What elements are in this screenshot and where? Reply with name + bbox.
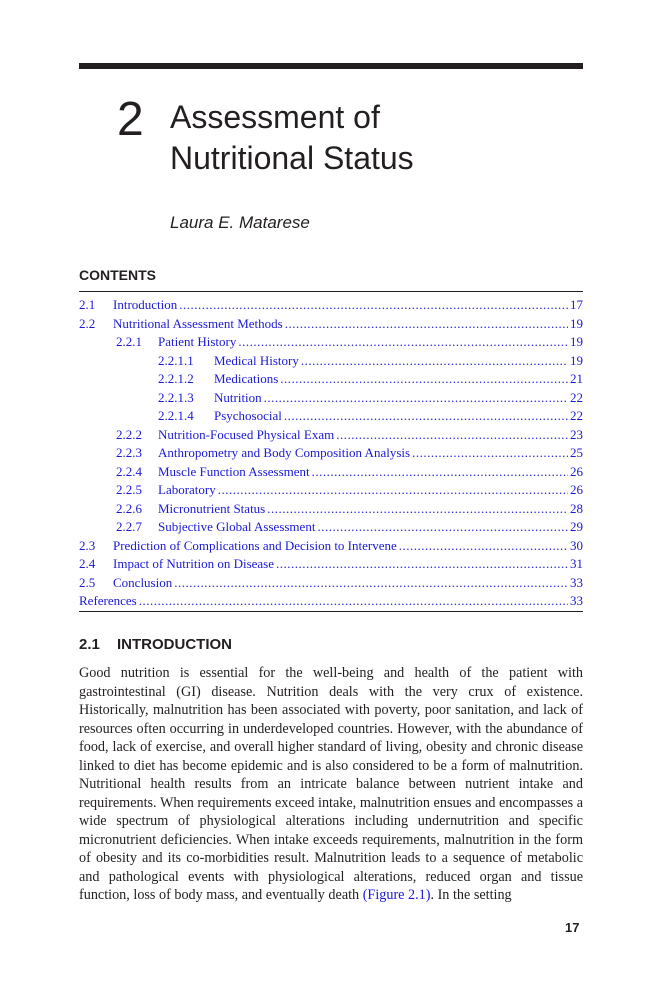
toc-entry[interactable]	[79, 537, 583, 556]
toc-entry-number: 2.2.6	[116, 500, 142, 516]
toc-dot-leader	[267, 500, 568, 519]
toc-entry-page: 29	[570, 519, 583, 534]
toc-entry-number: 2.2	[79, 315, 96, 331]
toc-entry-page: 28	[570, 500, 583, 516]
toc-entry-number: 2.2.4	[116, 463, 142, 479]
paragraph-text: Good nutrition is essential for the well-being and health of the patient with gastrointestinal (GI) disease. Nutrition deals with the very crux of existence. Historically, malnutrition has been associated with poverty, poor sanitation, and lack of resources often occurring in underdeveloped countries. However, with the abundance of food, lack of exercise, and overall higher standard of living, obesity and chronic disease linked to diet has become epidemic and is also considered to be a form of malnutrition. Nutritional health results from an intricate balance between nutrient intake and requirements. When requirements exceed intake, malnutrition ensues and encompasses a wide spectrum of physiological alterations including undernutrition and specific micronutrient deficiencies. When intake exceeds requirements, malnutrition in the form of obesity and its co-morbidities result. Malnutrition leads to a sequence of metabolic and pathological events with physiological alterations, reduced organ and tissue function, loss of body mass, and eventually death	[79, 665, 583, 903]
toc-dot-leader	[280, 370, 568, 389]
toc-entry[interactable]	[79, 592, 583, 611]
toc-entry-page: 21	[570, 371, 583, 386]
toc-entry[interactable]	[79, 333, 583, 352]
toc-entry[interactable]	[79, 407, 583, 426]
toc-dot-leader	[412, 444, 568, 463]
toc-entry[interactable]	[79, 315, 583, 334]
toc-entry-number: 2.2.7	[116, 519, 142, 534]
toc-entry-title: Psychosocial	[214, 408, 282, 423]
toc-entry[interactable]	[79, 389, 583, 408]
toc-entry-title: Patient History	[158, 334, 237, 349]
figure-reference-link[interactable]: (Figure 2.1)	[362, 887, 431, 903]
toc-entry-number: 2.2.1.2	[158, 371, 194, 386]
toc-dot-leader	[336, 426, 568, 445]
contents-top-rule	[79, 291, 583, 292]
contents-bottom-rule	[79, 611, 583, 612]
toc-entry-title: Medical History	[214, 352, 299, 368]
toc-entry-number: 2.2.1.3	[158, 389, 194, 405]
toc-entry[interactable]	[79, 574, 583, 593]
toc-entry-number: 2.2.1	[116, 334, 142, 349]
toc-entry-number: 2.2.1.4	[158, 408, 194, 423]
toc-entry-title: Subjective Global Assessment	[158, 519, 316, 534]
toc-entry[interactable]	[79, 463, 583, 482]
contents-heading: CONTENTS	[79, 267, 156, 283]
toc-entry-title: Conclusion	[113, 574, 173, 590]
toc-entry-page: 26	[570, 463, 583, 479]
toc-entry[interactable]	[79, 426, 583, 445]
toc-entry-title: Muscle Function Assessment	[158, 463, 310, 479]
toc-entry-page: 22	[570, 389, 583, 405]
toc-entry-page: 26	[570, 482, 583, 497]
toc-entry-number: 2.4	[79, 556, 96, 571]
toc-entry-number: 2.3	[79, 537, 96, 553]
toc-dot-leader	[218, 481, 568, 500]
toc-dot-leader	[399, 537, 568, 556]
section-title: INTRODUCTION	[117, 636, 232, 653]
toc-entry-title: Impact of Nutrition on Disease	[113, 556, 275, 571]
toc-entry-number: 2.1	[79, 297, 96, 312]
toc-entry[interactable]	[79, 555, 583, 574]
toc-entry-number: 2.2.1.1	[158, 352, 194, 368]
toc-dot-leader	[139, 592, 568, 611]
chapter-author: Laura E. Matarese	[170, 213, 310, 232]
toc-entry-page: 17	[570, 297, 583, 312]
toc-dot-leader	[179, 296, 568, 315]
section-body-paragraph	[79, 664, 583, 905]
toc-entry-title: References	[79, 593, 137, 608]
section-heading	[79, 636, 232, 653]
toc-entry-page: 19	[570, 352, 583, 368]
toc-entry-title: Prediction of Complications and Decision to Intervene	[113, 537, 397, 553]
toc-dot-leader	[276, 555, 568, 574]
toc-entry-title: Medications	[214, 371, 279, 386]
chapter-title-line-1: Assessment of	[170, 99, 380, 135]
toc-entry[interactable]	[79, 296, 583, 315]
toc-dot-leader	[174, 574, 568, 593]
toc-entry-title: Introduction	[113, 297, 178, 312]
toc-dot-leader	[301, 352, 568, 371]
toc-entry-page: 22	[570, 408, 583, 423]
toc-entry-page: 25	[570, 445, 583, 460]
toc-entry-number: 2.2.2	[116, 426, 142, 442]
toc-entry[interactable]	[79, 444, 583, 463]
chapter-top-rule	[79, 63, 583, 69]
toc-entry[interactable]	[79, 481, 583, 500]
toc-dot-leader	[285, 315, 568, 334]
toc-dot-leader	[317, 518, 568, 537]
toc-entry-page: 19	[570, 334, 583, 349]
toc-entry-title: Nutritional Assessment Methods	[113, 315, 283, 331]
toc-dot-leader	[312, 463, 568, 482]
toc-entry-title: Nutrition	[214, 389, 262, 405]
toc-dot-leader	[284, 407, 568, 426]
table-of-contents	[79, 296, 583, 611]
chapter-number: 2	[117, 93, 144, 146]
chapter-title-line-2: Nutritional Status	[170, 140, 414, 176]
toc-entry-number: 2.2.5	[116, 482, 142, 497]
toc-entry[interactable]	[79, 352, 583, 371]
toc-entry-title: Nutrition-Focused Physical Exam	[158, 426, 335, 442]
toc-entry-page: 33	[570, 593, 583, 608]
toc-entry[interactable]	[79, 518, 583, 537]
toc-entry[interactable]	[79, 370, 583, 389]
chapter-title	[170, 97, 414, 179]
toc-entry[interactable]	[79, 500, 583, 519]
toc-entry-number: 2.2.3	[116, 445, 142, 460]
page-number: 17	[565, 920, 580, 935]
toc-entry-page: 19	[570, 315, 583, 331]
toc-entry-number: 2.5	[79, 574, 96, 590]
toc-entry-page: 23	[570, 426, 583, 442]
toc-entry-title: Anthropometry and Body Composition Analysis	[158, 445, 411, 460]
section-number: 2.1	[79, 636, 100, 653]
toc-entry-title: Laboratory	[158, 482, 216, 497]
toc-entry-title: Micronutrient Status	[158, 500, 266, 516]
toc-dot-leader	[264, 389, 568, 408]
paragraph-text-continued: . In the setting	[430, 887, 512, 903]
toc-dot-leader	[238, 333, 568, 352]
toc-entry-page: 33	[570, 574, 583, 590]
toc-entry-page: 30	[570, 537, 583, 553]
toc-entry-page: 31	[570, 556, 583, 571]
